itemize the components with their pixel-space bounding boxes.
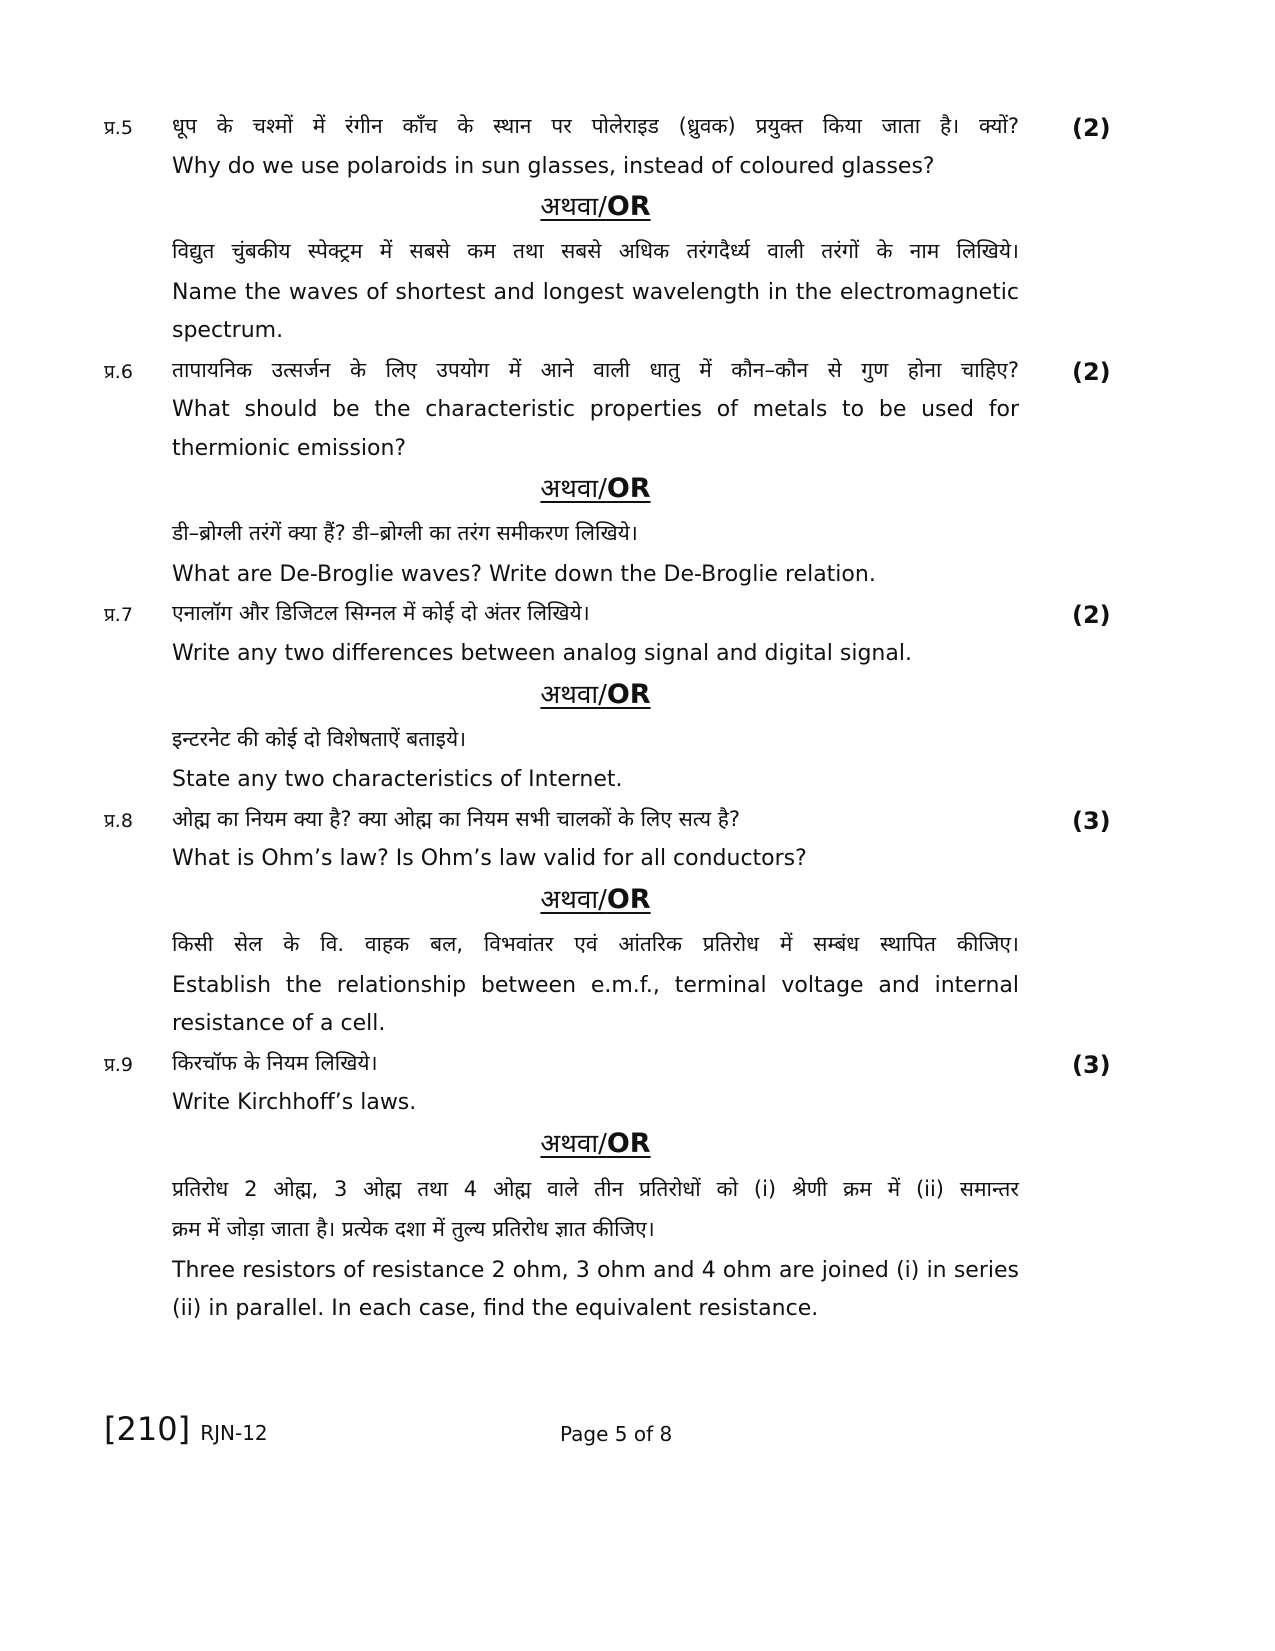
question-number: प्र.7 xyxy=(104,604,133,626)
question-text-hindi: एनालॉग और डिजिटल सिग्नल में कोई दो अंतर लिखिये। xyxy=(172,601,590,625)
alternate-text-english: State any two characteristics of Internet. xyxy=(172,767,623,792)
or-separator: / xyxy=(598,885,607,915)
or-english: OR xyxy=(606,884,651,915)
or-english: OR xyxy=(606,679,651,710)
or-separator: / xyxy=(598,680,607,710)
or-divider xyxy=(172,472,1019,506)
or-divider xyxy=(172,190,1019,224)
alternate-text-hindi: डी–ब्रोग्ली तरंगें क्या हैं? डी–ब्रोग्ली का तरंग समीकरण लिखिये। xyxy=(172,521,638,545)
or-hindi: अथवा xyxy=(540,680,599,710)
or-hindi: अथवा xyxy=(540,885,599,915)
alternate-text-english: (ii) in parallel. In each case, find the equivalent resistance. xyxy=(172,1296,819,1321)
or-hindi: अथवा xyxy=(540,1129,599,1159)
or-separator: / xyxy=(598,192,607,222)
paper-code xyxy=(104,1412,268,1450)
or-divider xyxy=(172,883,1019,917)
question-number: प्र.5 xyxy=(104,117,133,139)
question-text-hindi: धूप के चश्मों में रंगीन काँच के स्थान पर पोलेराइड (ध्रुवक) प्रयुक्त किया जाता है। क्यों? xyxy=(172,114,1019,138)
question-text-english: What is Ohm’s law? Is Ohm’s law valid for all conductors? xyxy=(172,846,807,871)
alternate-text-english: spectrum. xyxy=(172,318,284,343)
alternate-text-english: Establish the relationship between e.m.f., terminal voltage and internal xyxy=(172,973,1019,998)
question-marks: (2) xyxy=(1072,358,1111,386)
question-marks: (2) xyxy=(1072,114,1111,142)
alternate-text-english: What are De-Broglie waves? Write down the De-Broglie relation. xyxy=(172,562,876,587)
question-number: प्र.9 xyxy=(104,1054,133,1076)
or-divider xyxy=(172,1127,1019,1161)
alternate-text-english: resistance of a cell. xyxy=(172,1011,386,1036)
or-english: OR xyxy=(606,191,651,222)
alternate-text-english: Three resistors of resistance 2 ohm, 3 ohm and 4 ohm are joined (i) in series xyxy=(172,1258,1019,1283)
question-text-english: What should be the characteristic properties of metals to be used for xyxy=(172,397,1019,422)
page-number: Page 5 of 8 xyxy=(560,1422,673,1446)
or-divider xyxy=(172,678,1019,712)
question-text-hindi: तापायनिक उत्सर्जन के लिए उपयोग में आने वाली धातु में कौन–कौन से गुण होना चाहिए? xyxy=(172,358,1019,382)
paper-code-number: [210] xyxy=(104,1410,191,1448)
question-text-hindi: ओह्म का नियम क्या है? क्या ओह्म का नियम सभी चालकों के लिए सत्य है? xyxy=(172,807,741,831)
alternate-text-hindi: विद्युत चुंबकीय स्पेक्ट्रम में सबसे कम तथा सबसे अधिक तरंगदैर्ध्य वाली तरंगों के नाम लिखिये। xyxy=(172,239,1019,263)
alternate-text-english: Name the waves of shortest and longest wavelength in the electromagnetic xyxy=(172,280,1019,305)
question-number: प्र.8 xyxy=(104,810,133,832)
or-hindi: अथवा xyxy=(540,192,599,222)
question-marks: (3) xyxy=(1072,1051,1111,1079)
alternate-text-hindi: इन्टरनेट की कोई दो विशेषताऐं बताइये। xyxy=(172,727,467,751)
alternate-text-hindi: प्रतिरोध 2 ओह्म, 3 ओह्म तथा 4 ओह्म वाले तीन प्रतिरोधों को (i) श्रेणी क्रम में (ii) समान्तर xyxy=(172,1177,1019,1201)
or-hindi: अथवा xyxy=(540,474,599,504)
question-text-english: Why do we use polaroids in sun glasses, instead of coloured glasses? xyxy=(172,154,935,179)
question-text-english: Write any two differences between analog signal and digital signal. xyxy=(172,641,912,666)
question-marks: (2) xyxy=(1072,601,1111,629)
question-number: प्र.6 xyxy=(104,361,133,383)
alternate-text-hindi: क्रम में जोड़ा जाता है। प्रत्येक दशा में तुल्य प्रतिरोध ज्ञात कीजिए। xyxy=(172,1217,655,1241)
paper-subcode: RJN-12 xyxy=(200,1421,268,1445)
question-text-english: thermionic emission? xyxy=(172,436,407,461)
or-separator: / xyxy=(598,1129,607,1159)
or-english: OR xyxy=(606,473,651,504)
or-english: OR xyxy=(606,1128,651,1159)
question-text-hindi: किरचॉफ के नियम लिखिये। xyxy=(172,1051,378,1075)
question-text-english: Write Kirchhoff’s laws. xyxy=(172,1090,417,1115)
alternate-text-hindi: किसी सेल के वि. वाहक बल, विभवांतर एवं आंतरिक प्रतिरोध में सम्बंध स्थापित कीजिए। xyxy=(172,932,1019,956)
or-separator: / xyxy=(598,474,607,504)
question-marks: (3) xyxy=(1072,807,1111,835)
